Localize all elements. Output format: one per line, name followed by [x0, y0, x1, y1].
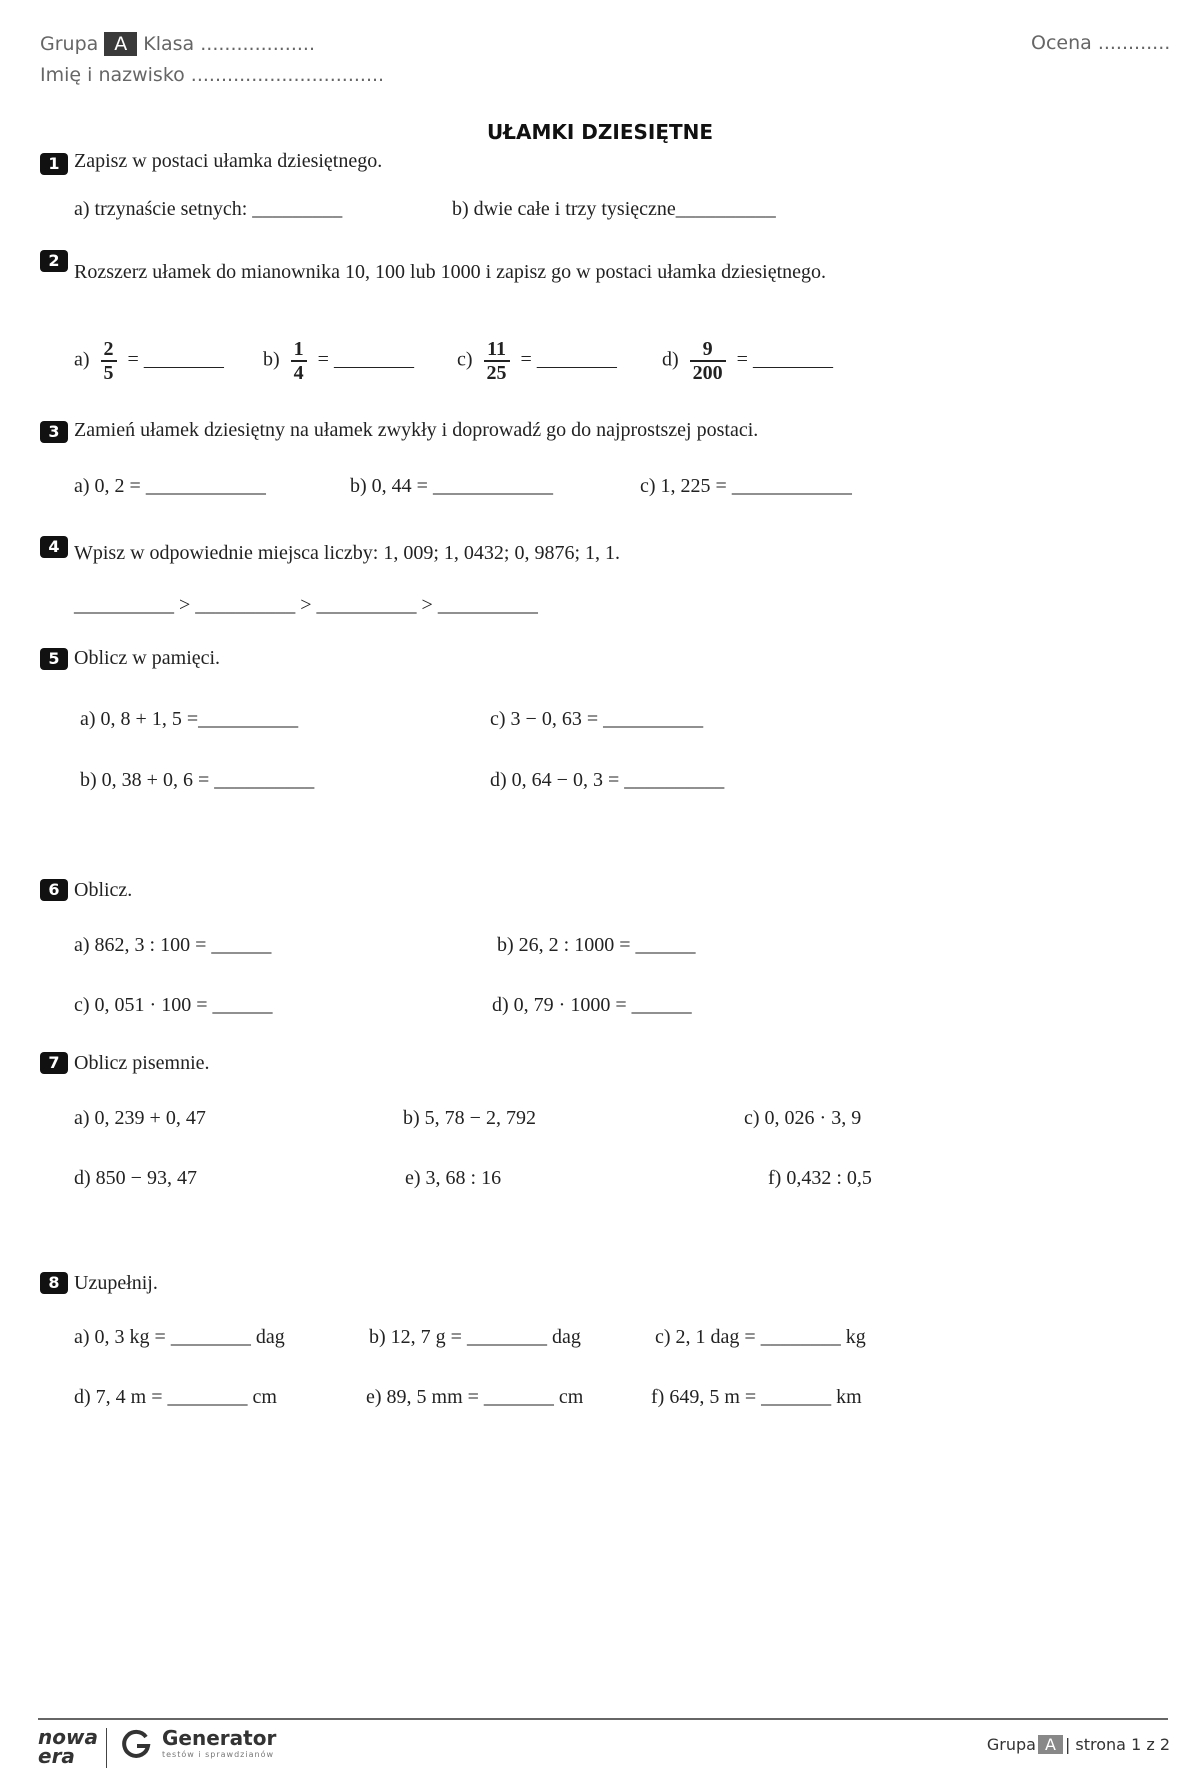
- generator-logo-text: Generator: [162, 1726, 277, 1750]
- task-2-item-c: [457, 338, 617, 384]
- task-8-number: 8: [40, 1272, 68, 1294]
- denominator: 200: [690, 360, 726, 384]
- footer-group-label: Grupa: [986, 1735, 1036, 1754]
- task-5-item-a: a) 0, 8 + 1, 5 =__________: [80, 708, 299, 730]
- task-7-item-a: a) 0, 239 + 0, 47: [74, 1107, 206, 1129]
- task-7-item-f: f) 0,432 : 0,5: [768, 1167, 872, 1189]
- task-3-instruction: Zamień ułamek dziesiętny na ułamek zwykły i doprowadź go do najprostszej postaci.: [74, 419, 759, 441]
- numerator: 1: [293, 338, 304, 360]
- fraction-11-25: [484, 338, 510, 384]
- class-field: Klasa ...................: [143, 33, 315, 55]
- task-2-item-b-label: b): [263, 348, 280, 371]
- task-1-instruction: Zapisz w postaci ułamka dziesiętnego.: [74, 150, 383, 172]
- task-1-number: 1: [40, 153, 68, 175]
- task-5-item-c: c) 3 − 0, 63 = __________: [490, 708, 704, 730]
- denominator: 5: [101, 360, 117, 384]
- task-3-number: 3: [40, 421, 68, 443]
- task-2-item-b: [263, 338, 414, 384]
- numerator: 2: [103, 338, 114, 360]
- task-7-item-b: b) 5, 78 − 2, 792: [403, 1107, 536, 1129]
- task-2-instruction: Rozszerz ułamek do mianownika 10, 100 lub 1000 i zapisz go w postaci ułamka dziesiętnego.: [74, 261, 827, 283]
- header-group-row: [40, 32, 315, 56]
- task-2-item-d: [662, 338, 833, 384]
- task-2-item-d-answer: = ________: [736, 348, 833, 371]
- logo-nowa-text: nowa: [38, 1725, 98, 1749]
- task-5-item-b: b) 0, 38 + 0, 6 = __________: [80, 769, 315, 791]
- task-6-item-c: c) 0, 051 · 100 = ______: [74, 994, 273, 1016]
- task-2-item-b-answer: = ________: [317, 348, 414, 371]
- task-4-number: 4: [40, 536, 68, 558]
- task-6-number: 6: [40, 879, 68, 901]
- page-title: UŁAMKI DZIESIĘTNE: [486, 120, 714, 144]
- task-8-item-b: b) 12, 7 g = ________ dag: [369, 1326, 581, 1348]
- task-8-instruction: Uzupełnij.: [74, 1272, 158, 1294]
- nowa-era-logo: [38, 1725, 98, 1768]
- task-8-item-e: e) 89, 5 mm = _______ cm: [366, 1386, 584, 1408]
- task-6-instruction: Oblicz.: [74, 879, 133, 901]
- name-field: Imię i nazwisko ................................: [40, 64, 385, 86]
- task-8-item-a: a) 0, 3 kg = ________ dag: [74, 1326, 285, 1348]
- denominator: 25: [484, 360, 510, 384]
- task-2-item-a: [74, 338, 224, 384]
- task-7-instruction: Oblicz pisemnie.: [74, 1052, 210, 1074]
- fraction-2-5: [101, 338, 117, 384]
- task-2-item-a-label: a): [74, 348, 90, 371]
- task-8-item-d: d) 7, 4 m = ________ cm: [74, 1386, 277, 1408]
- task-6-item-b: b) 26, 2 : 1000 = ______: [497, 934, 696, 956]
- denominator: 4: [291, 360, 307, 384]
- task-6-item-a: a) 862, 3 : 100 = ______: [74, 934, 272, 956]
- logo-separator: [106, 1728, 107, 1768]
- group-badge: A: [104, 32, 137, 56]
- task-3-item-b: b) 0, 44 = ____________: [350, 475, 553, 497]
- generator-logo-subtitle: testów i sprawdzianów: [162, 1750, 274, 1759]
- task-7-item-d: d) 850 − 93, 47: [74, 1167, 197, 1189]
- footer-page-number: | strona 1 z 2: [1064, 1735, 1170, 1754]
- task-2-item-c-answer: = ________: [520, 348, 617, 371]
- task-7-item-c: c) 0, 026 · 3, 9: [744, 1107, 862, 1129]
- numerator: 9: [702, 338, 713, 360]
- fraction-1-4: [291, 338, 307, 384]
- task-1-item-b: b) dwie całe i trzy tysięczne__________: [452, 198, 776, 220]
- task-4-ordering-line: __________ > __________ > __________ > __________: [74, 594, 538, 616]
- fraction-9-200: [690, 338, 726, 384]
- task-5-number: 5: [40, 648, 68, 670]
- task-5-item-d: d) 0, 64 − 0, 3 = __________: [490, 769, 725, 791]
- task-6-item-d: d) 0, 79 · 1000 = ______: [492, 994, 692, 1016]
- task-1-item-a: a) trzynaście setnych: _________: [74, 198, 343, 220]
- logo-era-text: era: [38, 1744, 75, 1768]
- task-3-item-a: a) 0, 2 = ____________: [74, 475, 266, 497]
- task-7-item-e: e) 3, 68 : 16: [405, 1167, 502, 1189]
- task-7-number: 7: [40, 1052, 68, 1074]
- footer-divider: [38, 1718, 1168, 1720]
- task-8-item-c: c) 2, 1 dag = ________ kg: [655, 1326, 866, 1348]
- footer-page-info: [987, 1735, 1170, 1754]
- task-4-instruction: Wpisz w odpowiednie miejsca liczby: 1, 009; 1, 0432; 0, 9876; 1, 1.: [74, 542, 621, 564]
- footer-group-badge: A: [1038, 1735, 1063, 1754]
- grade-field: Ocena ............: [1031, 32, 1171, 54]
- task-8-item-f: f) 649, 5 m = _______ km: [651, 1386, 862, 1408]
- group-label: Grupa: [40, 33, 99, 55]
- generator-g-icon: [120, 1728, 152, 1760]
- task-2-item-d-label: d): [662, 348, 679, 371]
- task-2-number: 2: [40, 250, 68, 272]
- task-2-item-c-label: c): [457, 348, 473, 371]
- task-3-item-c: c) 1, 225 = ____________: [640, 475, 852, 497]
- task-5-instruction: Oblicz w pamięci.: [74, 647, 221, 669]
- task-2-item-a-answer: = ________: [127, 348, 224, 371]
- numerator: 11: [487, 338, 506, 360]
